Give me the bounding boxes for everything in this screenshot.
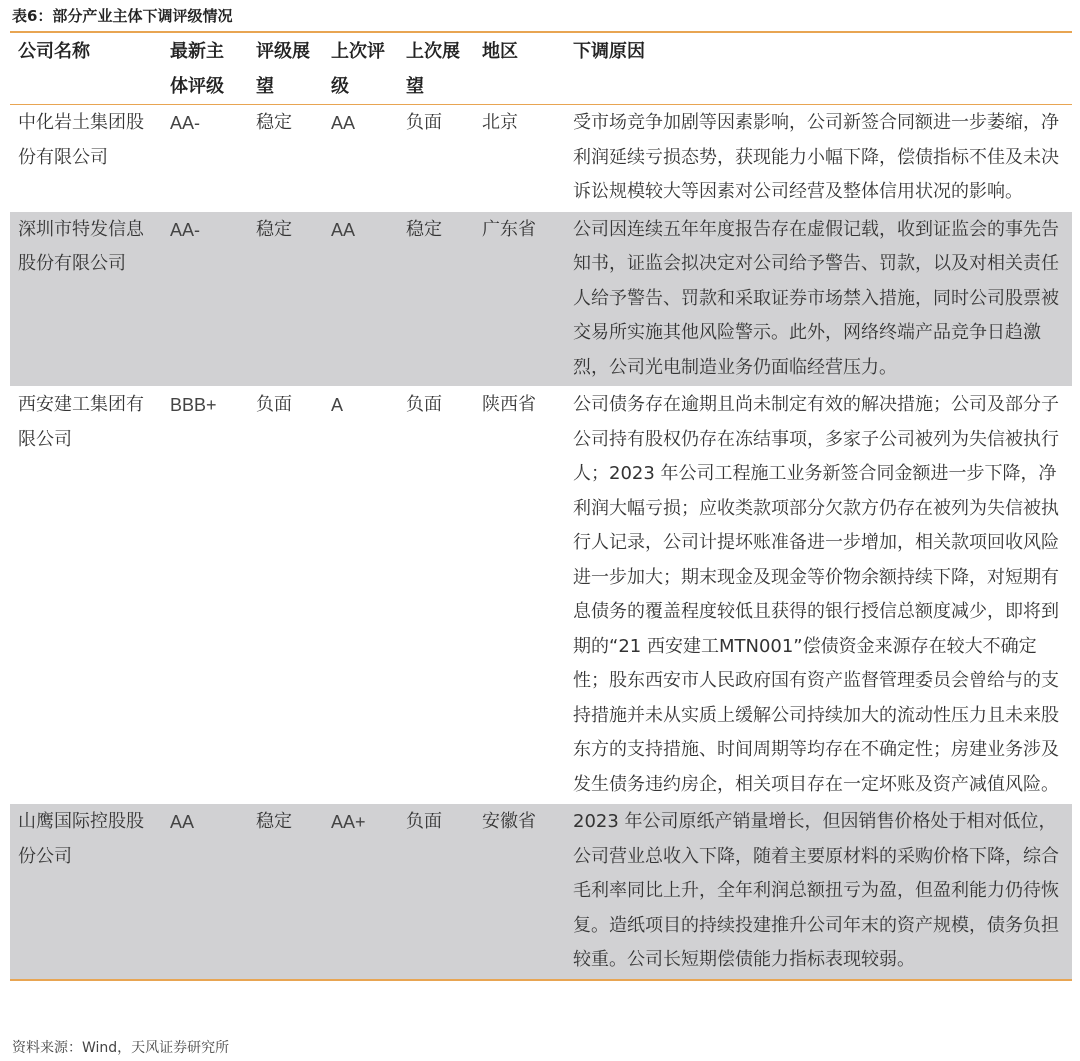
region-cell: 北京 [482,112,518,133]
outlook-cell: 稳定 [256,112,292,133]
prev-outlook-cell: 负面 [398,804,474,980]
outlook-cell: 负面 [256,394,292,415]
latest-rating-cell: AA- [170,113,201,133]
header-region: 地区 [482,41,518,62]
reason-cell: 2023 年公司原纸产销量增长，但因销售价格处于相对低位，公司营业总收入下降，随着主要原材料的采购价格下降，综合毛利率同比上升，全年利润总额扭亏为盈，但盈利能力仍待恢复。造纸项目的持续投建推升公司年末的资产规模，债务负担较重。公司长短期偿债能力指标表现较弱。 [565,804,1072,980]
prev-rating-cell: AA [331,113,356,133]
table-row [10,804,1072,980]
header-row [10,33,1072,105]
outlook-cell: 稳定 [248,804,323,980]
table-row [10,105,1072,212]
latest-rating-cell: BBB+ [170,395,217,415]
rating-downgrade-table [10,33,1072,981]
region-cell: 陕西省 [482,394,536,415]
reason-cell: 受市场竞争加剧等因素影响，公司新签合同额进一步萎缩，净利润延续亏损态势，获现能力小幅下降，偿债指标不佳及未决诉讼规模较大等因素对公司经营及整体信用状况的影响。 [573,112,1059,202]
company-cell: 西安建工集团有限公司 [18,394,144,450]
prev-rating-cell: AA+ [323,804,398,980]
outlook-cell: 稳定 [248,211,323,387]
reason-cell: 公司因连续五年年度报告存在虚假记载，收到证监会的事先告知书，证监会拟决定对公司给予警告、罚款，以及对相关责任人给予警告、罚款和采取证券市场禁入措施，同时公司股票被交易所实施其他风险警示。此外，网络终端产品竞争日趋激烈，公司光电制造业务仍面临经营压力。 [565,211,1072,387]
table-title: 表6：部分产业主体下调评级情况 [12,7,233,25]
region-cell: 安徽省 [474,804,565,980]
latest-rating-cell: AA [162,804,248,980]
prev-outlook-cell: 稳定 [398,211,474,387]
header-outlook: 评级展望 [256,41,310,97]
prev-outlook-cell: 负面 [406,112,442,133]
header-latest-rating: 最新主体评级 [170,41,224,97]
company-cell: 山鹰国际控股股份公司 [10,804,162,980]
source-note: 资料来源：Wind，天风证券研究所 [12,1040,230,1056]
table-row [10,211,1072,387]
company-cell: 中化岩土集团股份有限公司 [18,112,144,168]
prev-outlook-cell: 负面 [406,394,442,415]
company-cell: 深圳市特发信息股份有限公司 [10,211,162,387]
header-prev-outlook: 上次展望 [406,41,460,97]
header-prev-rating: 上次评级 [331,41,385,97]
header-company: 公司名称 [18,41,90,62]
prev-rating-cell: AA [323,211,398,387]
prev-rating-cell: A [331,395,344,415]
header-reason: 下调原因 [573,41,645,62]
latest-rating-cell: AA- [162,211,248,387]
table-row [10,387,1072,804]
region-cell: 广东省 [474,211,565,387]
reason-cell: 公司债务存在逾期且尚未制定有效的解决措施；公司及部分子公司持有股权仍存在冻结事项，多家子公司被列为失信被执行人；2023 年公司工程施工业务新签合同金额进一步下降，净利润大幅亏损；应收类款项部分欠款方仍存在被列为失信被执行人记录，公司计提坏账准备进一步增加，相关款项回收风险进一步加大；期末现金及现金等价物余额持续下降，对短期有息债务的覆盖程度较低且获得的银行授信总额度减少，即将到期的“21 西安建工MTN001”偿债资金来源存在较大不确定性；股东西安市人民政府国有资产监督管理委员会曾给与的支持措施并未从实质上缓解公司持续加大的流动性压力且未来股东方的支持措施、时间周期等均存在不确定性；房建业务涉及发生债务违约房企，相关项目存在一定坏账及资产减值风险。 [573,394,1059,795]
